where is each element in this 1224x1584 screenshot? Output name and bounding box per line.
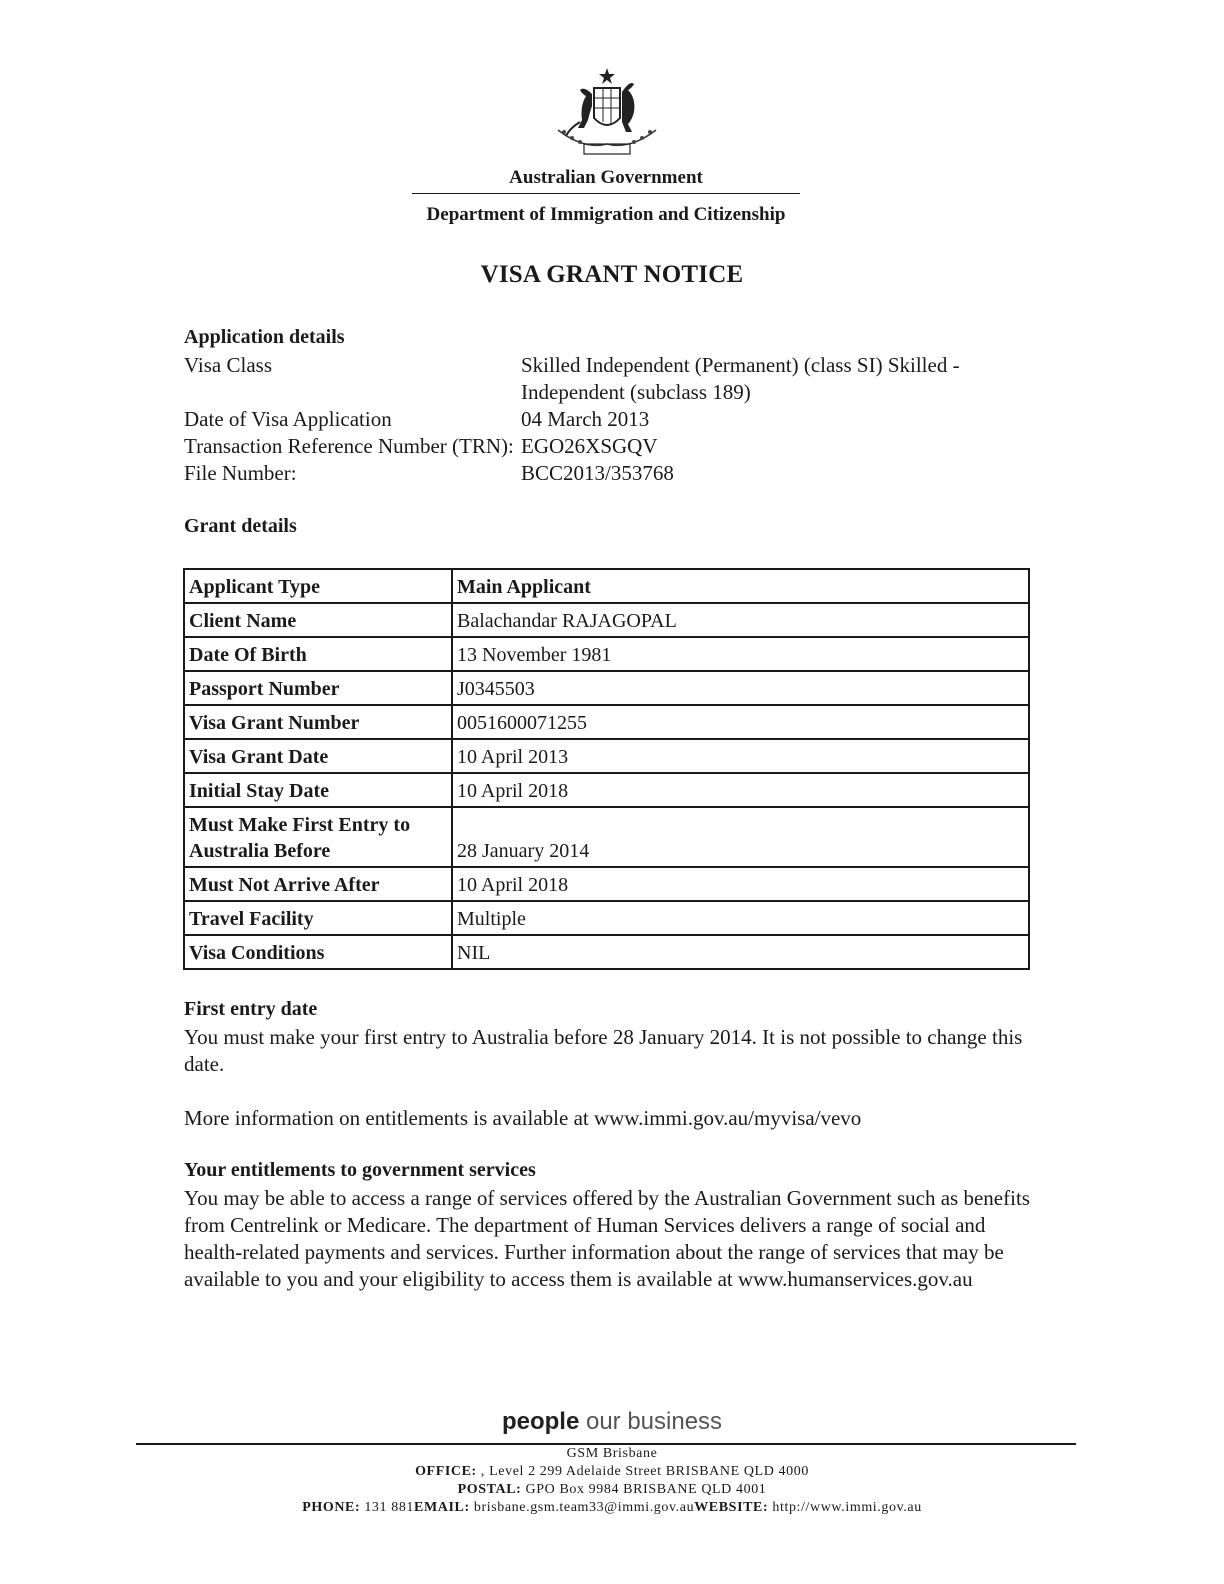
table-row: [184, 867, 1029, 901]
footer-brand-tagline: [0, 1408, 1224, 1436]
travel-facility-label: Travel Facility: [184, 901, 452, 935]
applicant-type-value: Main Applicant: [452, 569, 1029, 603]
date-of-birth-label: Date Of Birth: [184, 637, 452, 671]
visa-grant-number-value: 0051600071255: [452, 705, 1029, 739]
department-name: Department of Immigration and Citizenship: [426, 204, 786, 225]
date-of-birth-value: 13 November 1981: [452, 637, 1029, 671]
table-row: [184, 637, 1029, 671]
postal-value: GPO Box 9984 BRISBANE QLD 4001: [521, 1482, 767, 1497]
first-entry-label-line1: Must Make First Entry to: [189, 814, 411, 836]
applicant-type-label: Applicant Type: [184, 569, 452, 603]
more-info-text: More information on entitlements is available at www.immi.gov.au/myvisa/vevo: [184, 1106, 862, 1130]
initial-stay-date-label: Initial Stay Date: [184, 773, 452, 807]
first-entry-heading: First entry date: [184, 998, 318, 1020]
first-entry-value: 28 January 2014: [452, 807, 1029, 867]
visa-conditions-value: NIL: [452, 935, 1029, 969]
visa-conditions-label: Visa Conditions: [184, 935, 452, 969]
website-label: WEBSITE:: [694, 1500, 769, 1515]
travel-facility-value: Multiple: [452, 901, 1029, 935]
visa-class-value-line1: Skilled Independent (Permanent) (class SI) Skilled -: [521, 353, 960, 377]
postal-address: [0, 1481, 1224, 1499]
visa-class-label: Visa Class: [184, 353, 272, 377]
table-row: [184, 807, 1029, 867]
initial-stay-date-value: 10 April 2018: [452, 773, 1029, 807]
email-value: brisbane.gsm.team33@immi.gov.au: [469, 1500, 695, 1515]
visa-grant-number-label: Visa Grant Number: [184, 705, 452, 739]
first-entry-label-line2: Australia Before: [189, 840, 331, 862]
table-row: [184, 705, 1029, 739]
table-row: [184, 603, 1029, 637]
office-name: GSM Brisbane: [566, 1446, 658, 1461]
table-row: [184, 739, 1029, 773]
application-details-heading: Application details: [184, 326, 345, 348]
first-entry-label: [184, 807, 452, 867]
website-value: http://www.immi.gov.au: [768, 1500, 922, 1515]
must-not-arrive-after-value: 10 April 2018: [452, 867, 1029, 901]
table-row: [184, 901, 1029, 935]
phone-label: PHONE:: [302, 1500, 361, 1515]
entitlements-text: You may be able to access a range of services offered by the Australian Government such as benefits from Centrelink or Medicare. The department of Human Services delivers a range of social and health-related payments and services. Further information about the range of services that may be available to you and your eligibility to access them is available at www.humanservices.gov.au: [184, 1186, 1030, 1291]
postal-label: POSTAL:: [457, 1482, 522, 1497]
table-row: [184, 569, 1029, 603]
application-date-value: 04 March 2013: [521, 407, 650, 431]
table-row: [184, 773, 1029, 807]
visa-class-value-line2: Independent (subclass 189): [521, 380, 751, 404]
header-divider: [412, 193, 800, 194]
office-value: , Level 2 299 Adelaide Street BRISBANE QLD 4000: [476, 1464, 809, 1479]
government-name: Australian Government: [509, 167, 703, 188]
document-title: VISA GRANT NOTICE: [480, 261, 744, 288]
contact-line: [0, 1499, 1224, 1517]
client-name-label: Client Name: [184, 603, 452, 637]
visa-grant-date-label: Visa Grant Date: [184, 739, 452, 773]
entitlements-heading: Your entitlements to government services: [184, 1159, 536, 1181]
client-name-value: Balachandar RAJAGOPAL: [452, 603, 1029, 637]
grant-details-table: [183, 568, 1030, 970]
file-number-value: BCC2013/353768: [521, 461, 674, 485]
table-row: [184, 935, 1029, 969]
trn-value: EGO26XSGQV: [521, 434, 658, 458]
office-label: OFFICE:: [415, 1464, 477, 1479]
must-not-arrive-after-label: Must Not Arrive After: [184, 867, 452, 901]
file-number-label: File Number:: [184, 461, 297, 485]
brand-strong: people: [501, 1408, 580, 1435]
visa-grant-date-value: 10 April 2013: [452, 739, 1029, 773]
first-entry-text: You must make your first entry to Australia before 28 January 2014. It is not possible to change this date.: [184, 1025, 1023, 1076]
brand-light: our business: [585, 1408, 723, 1435]
trn-label: Transaction Reference Number (TRN):: [184, 434, 514, 458]
email-label: EMAIL:: [414, 1500, 470, 1515]
passport-number-label: Passport Number: [184, 671, 452, 705]
table-row: [184, 671, 1029, 705]
application-date-label: Date of Visa Application: [184, 407, 392, 431]
office-address: [0, 1463, 1224, 1481]
coat-of-arms-crest-icon: [544, 66, 670, 158]
passport-number-value: J0345503: [452, 671, 1029, 705]
phone-value: 131 881: [360, 1500, 415, 1515]
grant-details-heading: Grant details: [184, 515, 297, 537]
